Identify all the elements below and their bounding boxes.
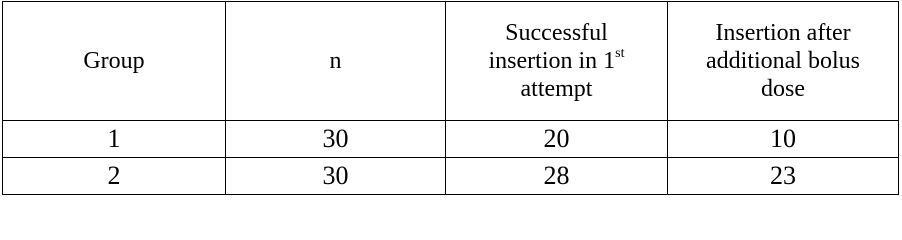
cell-successful: 20 (446, 121, 668, 158)
header-group: Group (3, 2, 226, 121)
header-additional-line1: Insertion after (715, 20, 851, 46)
table-row (3, 121, 899, 158)
header-successful-insertion (446, 2, 668, 121)
header-n: n (226, 2, 446, 121)
header-additional-bolus (668, 2, 899, 121)
header-row (3, 2, 899, 121)
header-successful-line3: attempt (520, 76, 593, 102)
header-successful-line1: Successful (505, 20, 608, 46)
header-additional-line3: dose (761, 76, 805, 102)
cell-n: 30 (226, 121, 446, 158)
header-successful-line2-text: insertion in 1 (488, 48, 616, 74)
cell-additional: 23 (668, 158, 899, 195)
cell-group: 2 (3, 158, 226, 195)
header-successful-line2 (446, 47, 667, 75)
header-additional-line2: additional bolus (706, 48, 860, 74)
cell-group: 1 (3, 121, 226, 158)
cell-n: 30 (226, 158, 446, 195)
results-table (2, 1, 899, 195)
cell-successful: 28 (446, 158, 668, 195)
header-successful-ordinal: st (615, 46, 625, 61)
cell-additional: 10 (668, 121, 899, 158)
table-row (3, 158, 899, 195)
